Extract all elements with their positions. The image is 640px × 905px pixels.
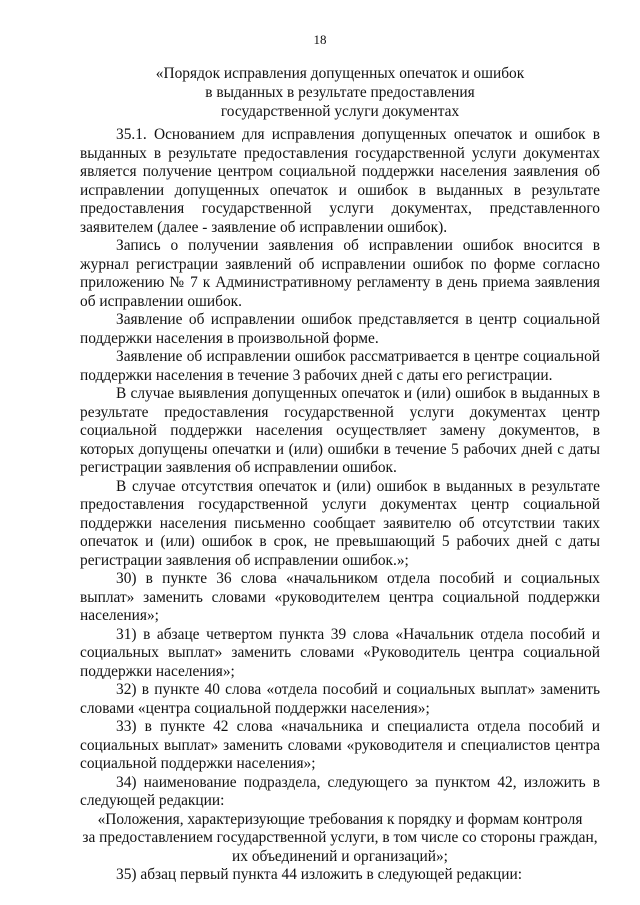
quoted-subsection-line: их объединений и организаций»; xyxy=(232,847,448,865)
amendment-item-30: 30) в пункте 36 слова «начальником отдела пособий и социальных выплат» заменить словами «руководителем центра социальной поддержки населения»; xyxy=(80,570,600,624)
amendment-item-32: 32) в пункте 40 слова «отдела пособий и социальных выплат» заменить словами «центра социальной поддержки населения»; xyxy=(80,681,600,717)
section-heading-line: «Порядок исправления допущенных опечаток и ошибок xyxy=(155,65,525,82)
paragraph-free-form: Заявление об исправлении ошибок представляется в центр социальной поддержки населения в произвольной форме. xyxy=(80,311,600,347)
amendment-item-31: 31) в абзаце четвертом пункта 39 слова «Начальник отдела пособий и социальных выплат» заменить словами «Руководитель центра социальной поддержки населения»; xyxy=(80,625,600,680)
paragraph-no-error: В случае отсутствия опечаток и (или) ошибок в выданных в результате предоставления государственной услуги документах центр социальной поддержки населения письменно сообщает заявителю об отсутствии таких опечаток и (или) ошибок в срок, не превышающий 5 рабочих дней с даты регистрации заявления об исправлении ошибок.»; xyxy=(80,477,600,569)
section-heading-line: государственной услуги документах xyxy=(220,103,460,120)
quoted-subsection-title xyxy=(80,811,600,867)
document-body xyxy=(80,126,600,885)
quoted-subsection-line: за предоставлением государственной услуги, в том числе со стороны граждан, xyxy=(82,829,598,846)
paragraph-review-period: Заявление об исправлении ошибок рассматривается в центре социальной поддержки населения в течение 3 рабочих дней с даты его регистрации. xyxy=(80,348,600,384)
amendment-item-34: 34) наименование подраздела, следующего за пунктом 42, изложить в следующей редакции: xyxy=(80,773,600,809)
paragraph-error-found: В случае выявления допущенных опечаток и (или) ошибок в выданных в результате предоставления государственной услуги документах центр социальной поддержки населения осуществляет замену документов, в которых допущены опечатки и (или) ошибки в течение 5 рабочих дней с даты регистрации заявления об исправлении ошибок. xyxy=(80,385,600,476)
amendment-item-35: 35) абзац первый пункта 44 изложить в следующей редакции: xyxy=(116,866,523,883)
amendment-item-33: 33) в пункте 42 слова «начальника и специалиста отдела пособий и социальных выплат» заменить словами «руководителя и специалистов центра социальной поддержки населения»; xyxy=(80,718,600,772)
quoted-subsection-line: «Положения, характеризующие требования к порядку и формам контроля xyxy=(97,810,583,828)
page-number: 18 xyxy=(313,32,327,47)
section-heading-line: в выданных в результате предоставления xyxy=(205,84,475,101)
paragraph-journal-entry: Запись о получении заявления об исправлении ошибок вносится в журнал регистрации заявлений об исправлении ошибок по форме согласно приложению № 7 к Административному регламенту в день приема заявления об исправлении ошибок. xyxy=(80,237,600,310)
section-heading xyxy=(80,64,600,121)
paragraph-35-1: 35.1. Основанием для исправления допущенных опечаток и ошибок в выданных в результате предоставления государственной услуги документах является получение центром социальной поддержки населения заявления об исправлении допущенных опечаток и ошибок в выданных в результате предоставления государственной услуги документах, представленного заявителем (далее - заявление об исправлении ошибок). xyxy=(80,126,600,236)
